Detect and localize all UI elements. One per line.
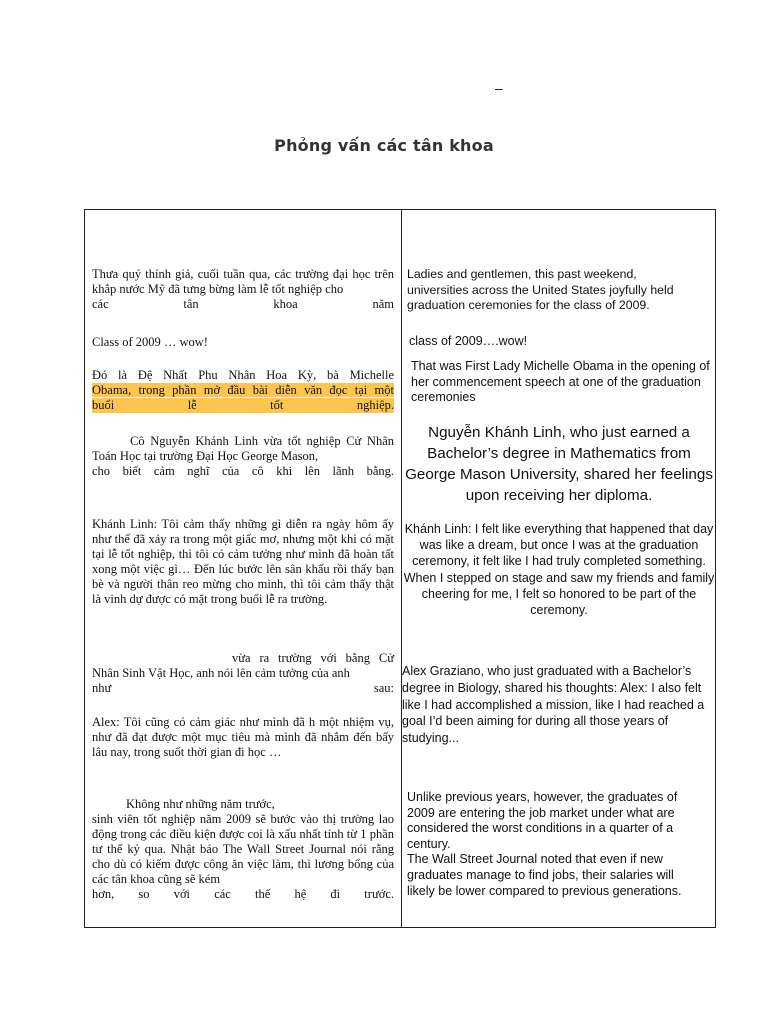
- en-paragraph-class-of-2009: class of 2009….wow!: [409, 334, 528, 348]
- vi-paragraph-khanh-linh-quote: Khánh Linh: Tôi cảm thấy những gì diễn ra ngày hôm ấy như thể đã xảy ra trong một giấc mơ, nhưng một khi có mặt tại lễ tốt nghiệp, thì tôi có cảm tưởng như mình đã hoàn tất xong một việc gì… Đến lúc bước lên sân khấu rồi thấy bạn bè và người thân reo mừng cho mình, thì tôi cảm thấy thật là vinh dự được có mặt trong buổi lễ ra trường.: [92, 517, 394, 606]
- en-paragraph-intro: Ladies and gentlemen, this past weekend, universities across the United States joyfully held graduation ceremonies for the class of 2009.: [407, 267, 674, 312]
- en-paragraph-job-market: [407, 790, 703, 899]
- en-paragraph-khanh-linh-intro: Nguyễn Khánh Linh, who just earned a Bachelor’s degree in Mathematics from George Mason University, shared her feelings upon receiving her diploma.: [405, 424, 713, 504]
- en-paragraph-khanh-linh-quote: Khánh Linh: I felt like everything that happened that day was like a dream, but once I was at the graduation ceremony, it felt like I had truly completed something. When I stepped on stage and saw my friends and family cheering for me, I felt so honored to be part of the ceremony.: [403, 522, 715, 618]
- vi-paragraph-alex-quote: Alex: Tôi cũng có cảm giác như mình đã h một nhiệm vụ, như đã đạt được một mục tiêu mà mình đã nhắm đến bấy lâu nay, trong suốt thời gian đi học …: [92, 715, 394, 759]
- vi-khanh-linh-intro-last: cho biết cảm nghĩ của cô khi lên lãnh bằng.: [92, 464, 394, 478]
- vi-paragraph-alex-intro: [92, 651, 394, 696]
- en-job-market-text: Unlike previous years, however, the graduates of 2009 are entering the job market under what are considered the worst conditions in a quarter of a century.: [407, 790, 678, 851]
- vi-intro-last-line: các tân khoa năm: [92, 297, 394, 311]
- vi-job-market-body: sinh viên tốt nghiệp năm 2009 sẽ bước vào thị trường lao động trong các điều kiện được coi là xấu nhất tính từ 1 phần tư thế kỷ qua. Nhật báo The Wall Street Journal nói rằng cho dù có kiếm được công ăn việc làm, thì lương bổng của các tân khoa cũng sẽ kém: [92, 812, 394, 886]
- vi-job-market-first: Không như những năm trước,: [126, 797, 275, 811]
- vi-obama-line1: Đó là Đệ Nhất Phu Nhân Hoa Kỳ, bà Michelle: [92, 368, 394, 382]
- en-wall-street-text: The Wall Street Journal noted that even if new graduates manage to find jobs, their salaries will likely be lower compared to previous generations.: [407, 852, 682, 898]
- vi-job-market-last: hơn, so với các thế hệ đi trước.: [92, 887, 394, 901]
- vi-paragraph-intro: [92, 267, 394, 312]
- header-dash: –: [495, 80, 503, 96]
- vi-alex-intro-text: vừa ra trường với bằng Cử Nhân Sinh Vật Học, anh nói lên cảm tưởng của anh: [92, 651, 394, 680]
- page-title: Phỏng vấn các tân khoa: [274, 136, 494, 155]
- en-paragraph-obama: That was First Lady Michelle Obama in the opening of her commencement speech at one of the graduation ceremonies: [411, 359, 710, 404]
- vi-obama-highlight2: buổi lễ tốt nghiệp.: [92, 398, 394, 412]
- vi-paragraph-obama: [92, 368, 394, 413]
- translation-table: [84, 209, 716, 928]
- vi-obama-highlight1: Obama, trong phần mở đầu bài diễn văn đọc tại một: [92, 383, 394, 397]
- vi-obama-line2: [92, 383, 394, 398]
- vi-intro-text: Thưa quý thính giả, cuối tuần qua, các trường đại học trên khắp nước Mỹ đã tưng bừng làm lễ tốt nghiệp cho: [92, 267, 394, 296]
- vi-alex-intro-last: như sau:: [92, 681, 394, 695]
- en-paragraph-alex: Alex Graziano, who just graduated with a Bachelor’s degree in Biology, shared his thoughts: Alex: I also felt like I had accomplished a mission, like I had reached a goal I’d been aiming for during all those years of studying...: [402, 664, 705, 746]
- vi-paragraph-job-market: [92, 797, 394, 902]
- vi-khanh-linh-intro-text: Cô Nguyễn Khánh Linh vừa tốt nghiệp Cử Nhân Toán Học tại trường Đại Học George Mason,: [92, 434, 394, 463]
- vi-paragraph-class-of-2009: Class of 2009 … wow!: [92, 335, 208, 349]
- vi-paragraph-khanh-linh-intro: [92, 434, 394, 479]
